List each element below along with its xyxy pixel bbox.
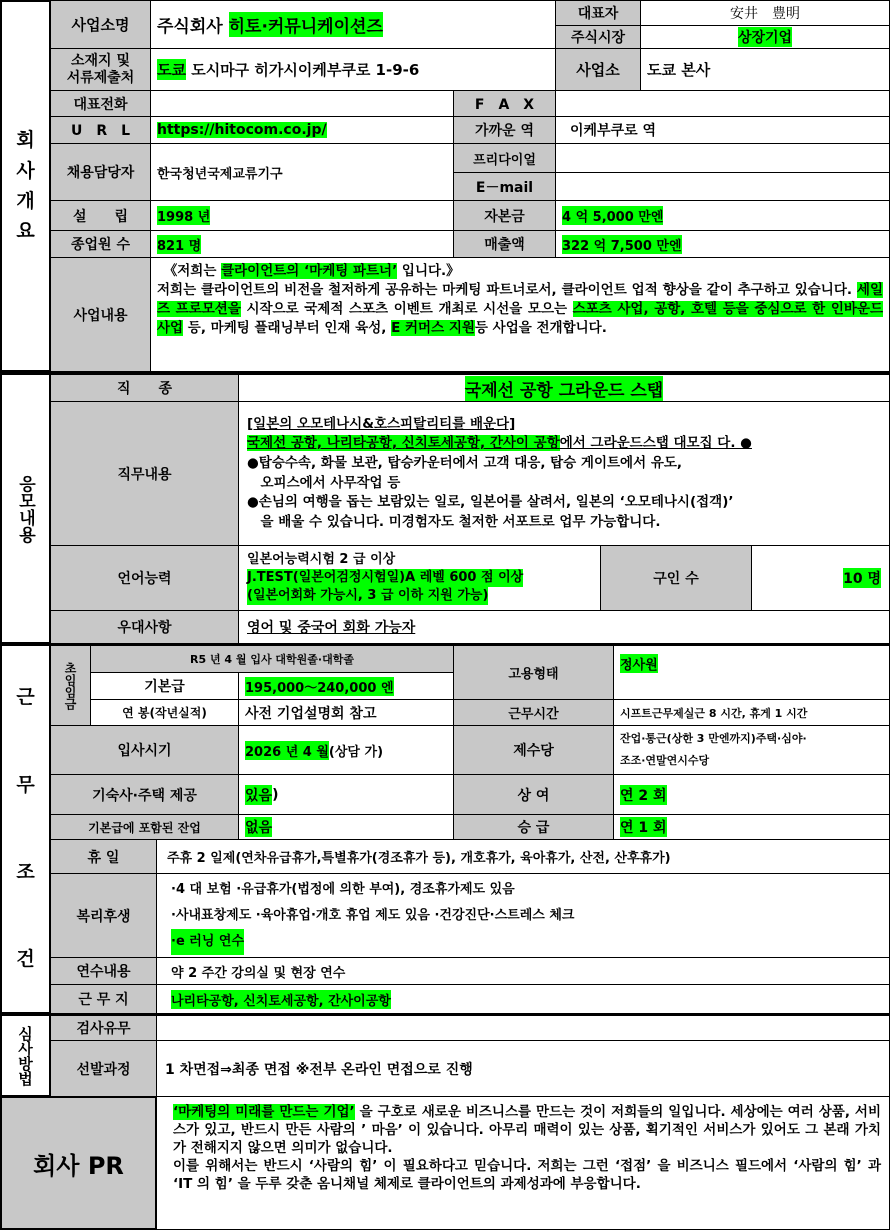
job-type-cell — [238, 372, 890, 402]
overtime-label — [50, 814, 239, 840]
employment-type-value: 정사원 — [620, 654, 658, 673]
business-label — [50, 257, 151, 372]
office-cell — [640, 48, 890, 91]
job-type-value: 국제선 공항 그라운드 스탭 — [465, 376, 663, 401]
text: 을 구호로 새로운 비즈니스를 만드는 것이 저희들의 일입니다. 세상에는 여러 상품, 서비스가 있고, 반드시 만든 사람의 ’ 마음’ 이 있습니다. 아무리 매력이 있는 상품, 획기적인 서비스가 있어도 그 본래 가치가 전해지지 않으면 의미가 없습니다. — [173, 1104, 881, 1157]
section-label-text: 응모내용 — [15, 474, 35, 543]
annual-label — [90, 699, 239, 726]
holidays-cell — [156, 839, 890, 874]
nearest-station-value: 이케부쿠로 역 — [570, 123, 657, 139]
label-text: 종업원 수 — [71, 237, 130, 253]
highlight-text: 국제선 공항, 나리타공항, 신치토세공항, 간사이 공항 — [247, 435, 560, 452]
email-cell — [555, 172, 890, 201]
section-char: 건 — [16, 948, 35, 971]
preferred-value: 영어 및 중국어 회화 가능자 — [247, 620, 416, 636]
holidays-label — [50, 839, 157, 874]
base-pay-label — [90, 672, 239, 700]
welfare-label — [50, 873, 157, 958]
label-text: 사업소 — [576, 61, 620, 79]
business-text — [151, 258, 889, 342]
section-label-text: 심사방법 — [16, 1025, 34, 1086]
allowance-label — [453, 725, 614, 775]
base-pay-cell — [238, 672, 454, 700]
bonus-cell — [613, 774, 890, 815]
holidays-value: 주휴 2 일제(연차유급휴가,특별휴가(경조휴가 등), 개호휴가, 육아휴가, 산전, 산후휴가) — [167, 851, 671, 866]
raise-cell — [613, 814, 890, 840]
openings-value: 10 명 — [843, 568, 881, 588]
raise-value: 연 1 회 — [620, 817, 667, 837]
duties-bullet: 오피스에서 사무작업 등 — [247, 474, 401, 491]
training-label — [50, 957, 157, 985]
revenue-label — [453, 230, 556, 258]
label-text: 기본급에 포함된 잔업 — [88, 820, 201, 835]
label-text: 채용담당자 — [66, 165, 135, 181]
business-description — [157, 281, 883, 338]
bonus-label — [453, 774, 614, 815]
duties-bullet: ●손님의 여행을 돕는 보람있는 일로, 일본어를 살려서, 일본의 ‘오모테나시(접객)’ — [247, 494, 734, 511]
recruiter-label — [50, 143, 151, 201]
section-label-application — [0, 372, 51, 644]
highlight-text: 스포츠 사업, 공항, 호텔 등을 중심으로 한 인바운드 사업 — [157, 300, 883, 336]
label-text: 직무내용 — [117, 466, 172, 483]
allowance-line: 잔업·통근(상한 3 만엔까지)주택·심야· — [620, 732, 807, 745]
label-text: 회사 PR — [33, 1151, 124, 1180]
duties-cell — [238, 401, 890, 546]
initial-pay-label — [50, 643, 91, 726]
label-text: 연수내용 — [76, 964, 131, 980]
label-text: 소재지 및 — [71, 52, 130, 69]
recruiter-cell — [150, 143, 454, 201]
employment-type-cell — [613, 643, 890, 700]
annual-cell — [238, 699, 454, 726]
label-text: 서류제출처 — [66, 69, 135, 86]
label-text: 사업내용 — [73, 307, 128, 324]
freedial-cell — [555, 143, 890, 173]
office-value: 도쿄 본사 — [647, 61, 711, 79]
representative-cell — [640, 0, 890, 26]
pr-paragraph — [173, 1103, 881, 1157]
label-text: U R L — [70, 123, 131, 139]
label-text: 승 급 — [517, 820, 550, 836]
openings-label — [600, 545, 752, 611]
label-text: 복리후생 — [76, 908, 131, 925]
nearest-station-label — [453, 116, 556, 144]
duties-label — [50, 401, 239, 546]
openings-cell — [751, 545, 890, 611]
label-text: E－mail — [475, 179, 534, 196]
duties-bullet: ●탑승수속, 화물 보관, 탑승카운터에서 고객 대응, 탑승 게이트에서 유도, — [247, 454, 683, 471]
revenue-cell — [555, 230, 890, 258]
pr-paragraph — [173, 1157, 881, 1193]
section-label-company-overview — [0, 0, 51, 372]
capital-cell — [555, 200, 890, 231]
language-line: (일본어회화 가능시, 3 급 이하 지원 가능) — [247, 587, 488, 605]
founded-cell — [150, 200, 454, 231]
section-char: 요 — [16, 220, 35, 243]
representative-name: 安井 豊明 — [730, 6, 800, 22]
section-char: 사 — [16, 159, 35, 182]
location-cell — [156, 984, 890, 1014]
label-text: 직 종 — [116, 381, 173, 397]
label-text: 프리다이얼 — [473, 152, 536, 168]
allowance-line: 조조·연말연시수당 — [620, 754, 710, 767]
work-hours-label — [453, 699, 614, 726]
bonus-value: 연 2 회 — [620, 785, 667, 805]
selection-cell — [156, 1040, 890, 1097]
employment-type-label — [453, 643, 614, 700]
start-note: (상담 가) — [328, 744, 384, 760]
label-text: 구인 수 — [653, 571, 699, 587]
company-name-cell — [150, 0, 556, 49]
exam-cell — [156, 1013, 890, 1041]
recruiter-value: 한국청년국제교류기구 — [157, 166, 283, 182]
phone-label — [50, 90, 151, 117]
freedial-label — [453, 143, 556, 173]
initial-pay-header — [90, 643, 454, 673]
section-char: 개 — [16, 190, 35, 212]
label-text: 기본급 — [144, 679, 185, 695]
label-text: 대표자 — [577, 6, 619, 22]
revenue-value: 322 억 7,500 만엔 — [562, 235, 682, 254]
nearest-station-cell — [555, 116, 890, 144]
pr-label — [0, 1096, 157, 1230]
employees-value: 821 명 — [157, 235, 201, 254]
company-name-label — [50, 0, 151, 49]
preferred-label — [50, 610, 239, 644]
capital-value: 4 억 5,000 만엔 — [562, 206, 663, 225]
fax-cell — [555, 90, 890, 117]
training-value: 약 2 주간 강의실 및 현장 연수 — [171, 965, 346, 981]
location-value: 나리타공항, 신치토세공항, 간사이공항 — [171, 990, 391, 1009]
label-text: 근 무 지 — [78, 992, 129, 1008]
label-text: 기숙사·주택 제공 — [92, 787, 197, 804]
stock-market-cell — [640, 25, 890, 49]
section-label-screening — [0, 1013, 51, 1097]
label-text: 자본금 — [484, 208, 525, 225]
text: 등 사업을 전개합니다. — [474, 319, 607, 336]
text: ) — [272, 786, 279, 803]
phone-cell — [150, 90, 454, 117]
overtime-value: 없음 — [245, 817, 272, 837]
language-cell — [238, 545, 601, 611]
business-tagline — [157, 262, 883, 281]
text: 입니다.》 — [397, 263, 460, 279]
label-text: R5 년 4 월 입사 대학원졸·대학졸 — [190, 653, 354, 666]
company-name-prefix: 주식회사 — [157, 17, 229, 37]
url-cell[interactable] — [150, 116, 454, 144]
language-line: J.TEST(일본어검정시험일)A 레벨 600 점 이상 — [247, 569, 523, 587]
base-pay-value: 195,000～240,000 엔 — [245, 677, 394, 696]
label-text: 연 봉(작년실적) — [122, 706, 207, 720]
housing-cell — [238, 774, 454, 815]
address-cell — [150, 48, 556, 91]
text: 등, 마케팅 플래닝부터 인재 육성, — [183, 319, 392, 336]
work-hours-value: 시프트근무제실근 8 시간, 휴게 1 시간 — [620, 706, 808, 720]
pr-cell — [156, 1096, 890, 1230]
capital-label — [453, 200, 556, 231]
stock-market-label — [555, 25, 641, 49]
section-label-conditions — [0, 643, 51, 1014]
work-hours-cell — [613, 699, 890, 726]
annual-value: 사전 기업설명회 참고 — [245, 705, 377, 722]
label-text: 가까운 역 — [475, 123, 534, 139]
start-label — [50, 725, 239, 775]
label-text: 검사유무 — [76, 1021, 131, 1037]
welfare-line: ·사내표창제도 ·육아휴업·개호 휴업 제도 있음 ·건강진단·스트레스 체크 — [171, 907, 575, 923]
founded-label — [50, 200, 151, 231]
text: 《저희는 — [157, 263, 222, 279]
label-text: 매출액 — [484, 237, 525, 253]
address-label — [50, 48, 151, 91]
label-text: 근무시간 — [508, 707, 559, 722]
start-cell — [238, 725, 454, 775]
duties-line — [247, 434, 752, 454]
founded-value: 1998 년 — [157, 206, 210, 225]
label-text: 주식시장 — [570, 30, 626, 46]
housing-label — [50, 774, 239, 815]
employees-label — [50, 230, 151, 258]
welfare-cell — [156, 873, 890, 958]
label-text: 제수당 — [513, 743, 554, 759]
job-type-label — [50, 372, 239, 402]
label-text: 초임임금 — [63, 661, 77, 710]
section-char: 조 — [16, 861, 35, 883]
label-text: F A X — [474, 96, 535, 113]
housing-value: 있음 — [245, 785, 272, 805]
company-name: 히토·커뮤니케이션즈 — [229, 12, 383, 37]
preferred-cell — [238, 610, 890, 644]
address-city: 도쿄 — [157, 61, 186, 79]
business-cell — [150, 257, 890, 372]
stock-market-value: 상장기업 — [738, 27, 792, 47]
employees-cell — [150, 230, 454, 258]
text: 시작으로 국제적 스포츠 이벤트 개최로 시선을 모으는 — [240, 300, 573, 317]
duties-bullet: 을 배울 수 있습니다. 미경험자도 철저한 서포트로 업무 가능합니다. — [247, 513, 661, 530]
label-text: 휴 일 — [87, 849, 120, 866]
language-label — [50, 545, 239, 611]
label-text: 사업소명 — [71, 16, 130, 34]
welfare-line: ·e 러닝 연수 — [171, 929, 244, 955]
label-text: 설 립 — [72, 208, 129, 225]
text: 저희는 클라이언트의 비전을 철저하게 공유하는 마케팅 파트너로서, 클라이언트 업적 향상을 같이 추구하고 있습니다. — [157, 281, 857, 298]
label-text: 대표전화 — [73, 96, 128, 113]
highlight-text: E 커머스 지원 — [391, 319, 475, 336]
welfare-line: ·4 대 보험 ·유급휴가(법정에 의한 부여), 경조휴가제도 있음 — [171, 881, 515, 897]
location-label — [50, 984, 157, 1014]
email-label — [453, 172, 556, 201]
text: 이를 위해서는 반드시 ‘사람의 힘’ 이 필요하다고 믿습니다. 저희는 그런 ‘접점’ 을 비즈니스 필드에서 ‘사람의 힘’ 과 ‘IT 의 힘’ 을 두루 갖춘 옴니채널 체제로 클라이언트의 과제성과에 부응합니다. — [173, 1158, 881, 1193]
start-date: 2026 년 4 월 — [245, 741, 329, 760]
training-cell — [156, 957, 890, 985]
highlight-text: 클라이언트의 ‘마케팅 파트너’ — [221, 263, 398, 279]
language-line: 일본어능력시험 2 급 이상 — [247, 551, 396, 567]
highlight-text: 세일즈 프로모션을 — [157, 281, 883, 317]
overtime-cell — [238, 814, 454, 840]
pr-slogan: ‘마케팅의 미래를 만드는 기업’ — [173, 1104, 355, 1120]
label-text: 언어능력 — [117, 571, 172, 587]
raise-label — [453, 814, 614, 840]
label-text: 상 여 — [517, 787, 550, 804]
allowance-cell — [613, 725, 890, 775]
office-label — [555, 48, 641, 91]
address-rest: 도시마구 히가시이케부쿠로 1-9-6 — [185, 61, 420, 79]
text: 에서 그라운드스탭 대모집 다. ● — [559, 435, 752, 452]
representative-label — [555, 0, 641, 26]
label-text: 우대사항 — [117, 620, 172, 636]
selection-label — [50, 1040, 157, 1097]
section-char: 무 — [16, 773, 35, 796]
exam-label — [50, 1013, 157, 1041]
pr-text — [157, 1097, 889, 1193]
url-label — [50, 116, 151, 144]
label-text: 입사시기 — [117, 743, 172, 759]
duties-heading: [일본의 오모테나시&호스피탈리티를 배운다] — [247, 415, 516, 432]
section-char: 근 — [16, 686, 35, 709]
fax-label — [453, 90, 556, 117]
label-text: 선발과정 — [76, 1061, 131, 1078]
company-url-link[interactable]: https://hitocom.co.jp/ — [157, 122, 327, 138]
selection-value: 1 차면접⇒최종 면접 ※전부 온라인 면접으로 진행 — [165, 1061, 473, 1078]
label-text: 고용형태 — [508, 667, 559, 682]
section-char: 회 — [16, 129, 35, 152]
